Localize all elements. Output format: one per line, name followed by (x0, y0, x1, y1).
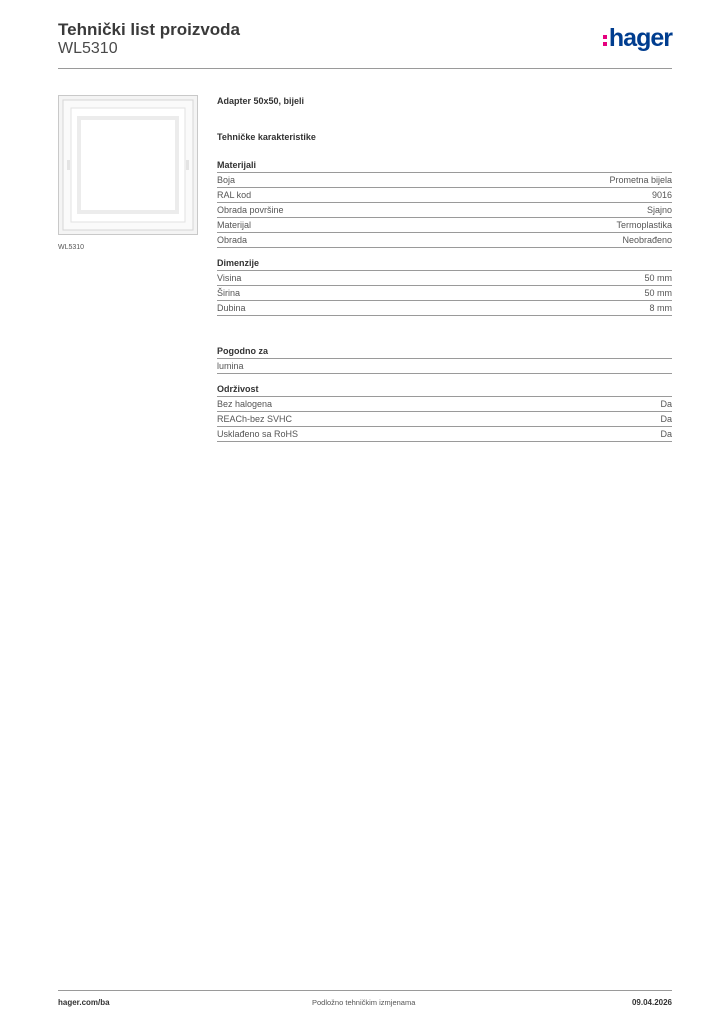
spec-label: REACh-bez SVHC (217, 414, 293, 424)
spec-row (217, 203, 672, 218)
spec-row (217, 286, 672, 301)
spec-value: 50 mm (644, 273, 672, 283)
sustainability-group (217, 384, 672, 442)
page-title: Tehnički list proizvoda (58, 20, 240, 39)
spec-label: Obrada površine (217, 205, 284, 215)
spec-row (217, 359, 672, 374)
product-code: WL5310 (58, 40, 118, 57)
image-caption: WL5310 (58, 244, 85, 251)
group-title: Dimenzije (217, 258, 672, 271)
logo-text: hager (608, 24, 672, 52)
spec-value: Da (660, 429, 672, 439)
spec-value: Neobrađeno (622, 235, 672, 245)
spec-label: Boja (217, 175, 236, 185)
footer-date: 09.04.2026 (631, 998, 672, 1007)
footer-divider (58, 990, 672, 991)
spec-row (217, 233, 672, 248)
spec-row (217, 397, 672, 412)
group-title: Materijali (217, 160, 672, 173)
header-divider (58, 68, 672, 69)
suitable-group (217, 346, 672, 374)
spec-label: Visina (217, 273, 242, 283)
spec-row (217, 301, 672, 316)
spec-content (217, 96, 672, 452)
footer-website-link[interactable]: hager.com/ba (58, 998, 110, 1007)
spec-row (217, 412, 672, 427)
spec-value: Sjajno (646, 205, 672, 215)
frame-adapter-image (58, 95, 198, 235)
spec-value: Termoplastika (616, 220, 672, 230)
spec-value: 9016 (651, 190, 672, 200)
product-name: Adapter 50x50, bijeli (217, 96, 305, 106)
spec-label: Bez halogena (217, 399, 273, 409)
spec-value: Da (660, 414, 672, 424)
footer-notice: Podložno tehničkim izmjenama (312, 998, 416, 1007)
spec-row (217, 427, 672, 442)
materials-group (217, 160, 672, 248)
spec-label: Usklađeno sa RoHS (217, 429, 299, 439)
spec-label: Obrada (217, 235, 248, 245)
logo-dots-icon (603, 35, 607, 46)
group-title: Održivost (217, 384, 672, 397)
spec-value: 8 mm (649, 303, 672, 313)
hager-logo (603, 26, 672, 51)
spec-value: 50 mm (644, 288, 672, 298)
spec-label: Širina (217, 288, 241, 298)
spec-value: Prometna bijela (609, 175, 672, 185)
group-title: Pogodno za (217, 346, 672, 359)
spec-label: Dubina (217, 303, 246, 313)
spec-label: lumina (217, 361, 244, 371)
spec-value: Da (660, 399, 672, 409)
spec-row (217, 218, 672, 233)
dimensions-group (217, 258, 672, 316)
spec-row (217, 188, 672, 203)
spec-label: RAL kod (217, 190, 252, 200)
spec-row (217, 271, 672, 286)
spec-row (217, 173, 672, 188)
spec-label: Materijal (217, 220, 252, 230)
characteristics-heading: Tehničke karakteristike (217, 132, 316, 142)
